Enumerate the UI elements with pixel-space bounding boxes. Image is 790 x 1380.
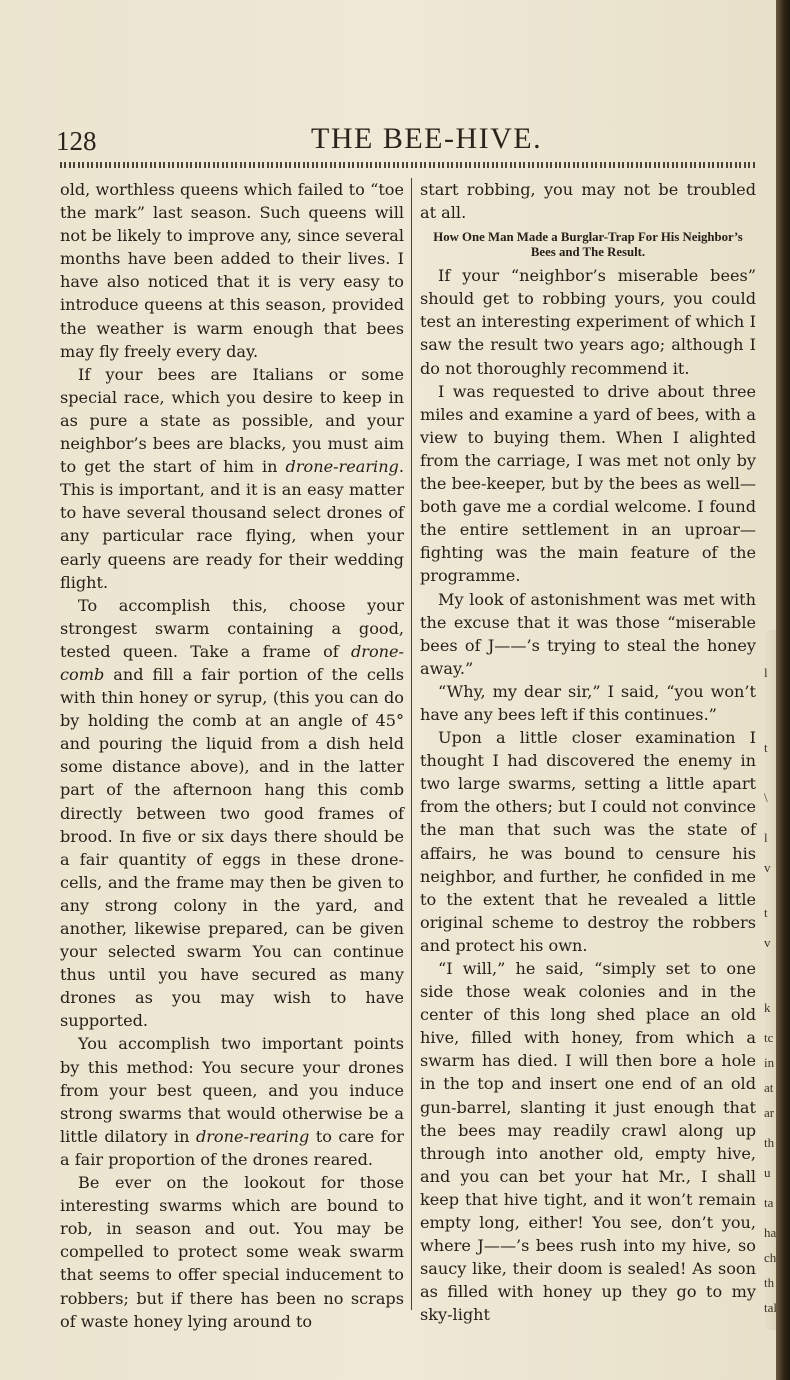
left-column bbox=[60, 178, 404, 1333]
adjacent-page-fragment: tal bbox=[764, 1300, 777, 1315]
adjacent-page-fragment: tc bbox=[764, 1030, 774, 1045]
adjacent-page-fragment: th bbox=[764, 1275, 775, 1290]
right-paragraph-6: “I will,” he said, “simply set to one side those weak colonies and in the center of this long shed place an old hive, filled with honey, from which a swarm has died. I will then bore a hole in the top and insert one end of an old gun-barrel, slanting it just enough that the bees may readily crawl along up through into another old, empty hive, and you can bet your hat Mr., I shall keep that hive tight, and it won’t remain empty long, either! You see, don’t you, where J——’s bees rush into my hive, so saucy like, their doom is sealed! As soon as filled with honey up they go to my sky-light bbox=[420, 959, 756, 1325]
ornamental-rule bbox=[60, 162, 755, 168]
right-lead-text: start robbing, you may not be troubled at all. bbox=[420, 180, 756, 223]
adjacent-page-fragment: v bbox=[764, 860, 771, 875]
column-divider bbox=[411, 178, 412, 1310]
adjacent-page-fragment: l bbox=[764, 830, 768, 845]
right-paragraph-4: “Why, my dear sir,” I said, “you won’t have any bees left if this continues.” bbox=[420, 681, 756, 724]
adjacent-page-fragment: \ bbox=[764, 790, 768, 805]
running-title: THE BEE-HIVE. bbox=[311, 122, 543, 155]
adjacent-page-fragment: ch bbox=[764, 1250, 777, 1265]
adjacent-page-fragment: at bbox=[764, 1080, 774, 1095]
page-number: 128 bbox=[56, 126, 97, 156]
adjacent-page-fragment: k bbox=[764, 1000, 771, 1015]
right-paragraph-3: My look of astonishment was met with the excuse that it was those “miserable bees of J——’s trying to steal the honey away.” bbox=[420, 589, 756, 678]
adjacent-page-fragment: ta bbox=[764, 1195, 774, 1210]
book-spine-edge bbox=[776, 0, 790, 1380]
adjacent-page-fragment: th bbox=[764, 1135, 775, 1150]
right-paragraph-2: I was requested to drive about three miles and examine a yard of bees, with a view to buying them. When I alighted from the carriage, I was met not only by the bee-keeper, but by the bees as well—both gave me a cordial welcome. I found the entire settlement in an uproar—fighting was the main feature of the programme. bbox=[420, 381, 756, 586]
adjacent-page-fragment: in bbox=[764, 1055, 775, 1070]
right-paragraph-1: If your “neighbor’s miserable bees” should get to robbing yours, you could test an interesting experiment of which I saw the result two years ago; although I do not thoroughly recommend it. bbox=[420, 266, 756, 378]
left-paragraph-1: old, worthless queens which failed to “toe the mark” last season. Such queens will not be likely to improve any, since several months have been added to their lives. I have also noticed that it is very easy to introduce queens at this season, provided the weather is warm enough that bees may fly freely every day. bbox=[60, 180, 404, 361]
adjacent-page-fragment: v bbox=[764, 935, 771, 950]
adjacent-page-fragment: t bbox=[764, 905, 768, 920]
section-subheading: How One Man Made a Burglar-Trap For His Neighbor’s Bees and The Result. bbox=[433, 230, 743, 260]
left-paragraph-3: To accomplish this, choose your strongest swarm containing a good, tested queen. Take a frame of drone-comb and fill a fair portion of the cells with thin honey or syrup, (this you can do by holding the comb at an angle of 45° and pouring the liquid from a dish held some distance above), and in the latter part of the afternoon hang this comb directly between two good frames of brood. In five or six days there should be a fair quantity of eggs in these drone-cells, and the frame may then be given to any strong colony in the yard, and another, likewise prepared, can be given your selected swarm You can continue thus until you have secured as many drones as you may wish to have supported. bbox=[60, 595, 404, 1031]
adjacent-page-fragment: ar bbox=[764, 1105, 775, 1120]
adjacent-page-fragment: l bbox=[764, 665, 768, 680]
left-paragraph-4: You accomplish two important points by this method: You secure your drones from your best queen, and you induce strong swarms that would otherwise be a little dilatory in drone-rearing to care for a fair proportion of the drones reared. bbox=[60, 1034, 404, 1169]
page-header bbox=[56, 118, 756, 162]
right-paragraph-5: Upon a little closer examination I thought I had discovered the enemy in two large swarms, setting a little apart from the others; but I could not convince the man that such was the state of affairs, he was bound to censure his neighbor, and further, he confided in me to the extent that he revealed a little original scheme to destroy the robbers and protect his own. bbox=[420, 728, 756, 955]
left-paragraph-5: Be ever on the lookout for those interesting swarms which are bound to rob, in season and out. You may be compelled to protect some weak swarm that seems to offer special inducement to robbers; but if there has been no scraps of waste honey lying around to bbox=[60, 1173, 404, 1331]
adjacent-page-fragment: ha bbox=[764, 1225, 777, 1240]
adjacent-page-fragment: u bbox=[764, 1165, 771, 1180]
left-paragraph-2: If your bees are Italians or some special race, which you desire to keep in as pure a state as possible, and your neighbor’s bees are blacks, you must aim to get the start of him in drone-rearing. This is important, and it is an easy matter to have several thousand select drones of any particular race flying, when your early queens are ready for their wedding flight. bbox=[60, 364, 404, 592]
right-column bbox=[420, 178, 756, 1327]
adjacent-page-fragment: t bbox=[764, 740, 768, 755]
